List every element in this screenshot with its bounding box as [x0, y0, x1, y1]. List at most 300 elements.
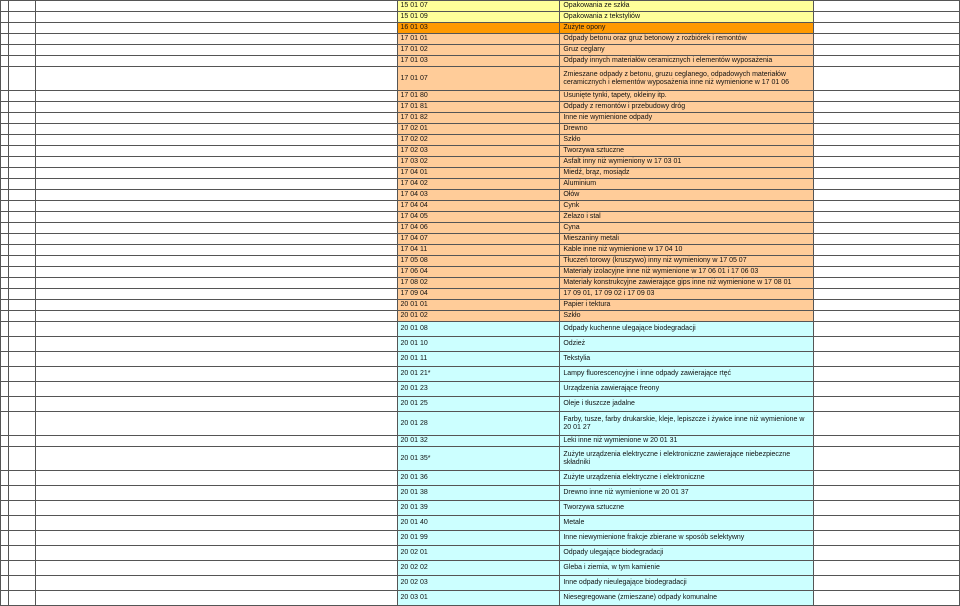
waste-description-cell[interactable]: Urządzenia zawierające freony: [560, 382, 814, 397]
empty-cell-c[interactable]: [35, 397, 397, 412]
empty-cell-b[interactable]: [8, 23, 35, 34]
waste-description-cell[interactable]: Odpady kuchenne ulegające biodegradacji: [560, 322, 814, 337]
empty-cell-d[interactable]: [814, 245, 960, 256]
empty-cell-d[interactable]: [814, 157, 960, 168]
empty-cell-a[interactable]: [1, 1, 9, 12]
empty-cell-b[interactable]: [8, 486, 35, 501]
empty-cell-c[interactable]: [35, 91, 397, 102]
empty-cell-b[interactable]: [8, 322, 35, 337]
waste-code-cell[interactable]: 20 01 28: [397, 412, 560, 436]
empty-cell-a[interactable]: [1, 168, 9, 179]
waste-description-cell[interactable]: Mieszaniny metali: [560, 234, 814, 245]
empty-cell-d[interactable]: [814, 486, 960, 501]
waste-code-cell[interactable]: 17 01 82: [397, 113, 560, 124]
empty-cell-d[interactable]: [814, 382, 960, 397]
waste-code-cell[interactable]: 17 05 08: [397, 256, 560, 267]
waste-code-cell[interactable]: 20 01 36: [397, 471, 560, 486]
empty-cell-a[interactable]: [1, 516, 9, 531]
empty-cell-b[interactable]: [8, 12, 35, 23]
empty-cell-c[interactable]: [35, 12, 397, 23]
waste-description-cell[interactable]: Odpady innych materiałów ceramicznych i elementów wyposażenia: [560, 56, 814, 67]
table-row: [1, 278, 960, 289]
waste-description-cell[interactable]: Zużyte urządzenia elektryczne i elektroniczne: [560, 471, 814, 486]
empty-cell-a[interactable]: [1, 267, 9, 278]
empty-cell-b[interactable]: [8, 245, 35, 256]
waste-description-cell[interactable]: Tworzywa sztuczne: [560, 501, 814, 516]
empty-cell-c[interactable]: [35, 311, 397, 322]
empty-cell-a[interactable]: [1, 436, 9, 447]
waste-code-cell[interactable]: 20 01 01: [397, 300, 560, 311]
empty-cell-d[interactable]: [814, 447, 960, 471]
empty-cell-c[interactable]: [35, 576, 397, 591]
waste-description-cell[interactable]: Drewno inne niż wymienione w 20 01 37: [560, 486, 814, 501]
empty-cell-a[interactable]: [1, 102, 9, 113]
waste-code-cell[interactable]: 20 02 02: [397, 561, 560, 576]
waste-code-cell[interactable]: 17 06 04: [397, 267, 560, 278]
empty-cell-a[interactable]: [1, 352, 9, 367]
empty-cell-a[interactable]: [1, 367, 9, 382]
empty-cell-c[interactable]: [35, 501, 397, 516]
waste-code-cell[interactable]: 20 01 35*: [397, 447, 560, 471]
empty-cell-d[interactable]: [814, 267, 960, 278]
empty-cell-b[interactable]: [8, 56, 35, 67]
waste-description-cell[interactable]: 17 09 01, 17 09 02 i 17 09 03: [560, 289, 814, 300]
empty-cell-a[interactable]: [1, 234, 9, 245]
empty-cell-c[interactable]: [35, 190, 397, 201]
waste-code-cell[interactable]: 17 02 03: [397, 146, 560, 157]
empty-cell-d[interactable]: [814, 12, 960, 23]
empty-cell-c[interactable]: [35, 56, 397, 67]
empty-cell-c[interactable]: [35, 1, 397, 12]
table-row: [1, 397, 960, 412]
waste-code-cell[interactable]: 20 01 23: [397, 382, 560, 397]
empty-cell-a[interactable]: [1, 223, 9, 234]
empty-cell-d[interactable]: [814, 179, 960, 190]
empty-cell-d[interactable]: [814, 102, 960, 113]
empty-cell-d[interactable]: [814, 67, 960, 91]
empty-cell-b[interactable]: [8, 546, 35, 561]
empty-cell-a[interactable]: [1, 113, 9, 124]
empty-cell-a[interactable]: [1, 447, 9, 471]
waste-code-cell[interactable]: 17 04 01: [397, 168, 560, 179]
empty-cell-b[interactable]: [8, 256, 35, 267]
empty-cell-a[interactable]: [1, 300, 9, 311]
waste-description-cell[interactable]: Metale: [560, 516, 814, 531]
empty-cell-b[interactable]: [8, 102, 35, 113]
waste-description-cell[interactable]: Tłuczeń torowy (kruszywo) inny niż wymieniony w 17 05 07: [560, 256, 814, 267]
table-row: [1, 212, 960, 223]
waste-code-cell[interactable]: 15 01 09: [397, 12, 560, 23]
empty-cell-a[interactable]: [1, 135, 9, 146]
empty-cell-c[interactable]: [35, 447, 397, 471]
empty-cell-b[interactable]: [8, 212, 35, 223]
waste-description-cell[interactable]: Inne nie wymienione odpady: [560, 113, 814, 124]
empty-cell-b[interactable]: [8, 201, 35, 212]
waste-code-cell[interactable]: 17 02 01: [397, 124, 560, 135]
empty-cell-c[interactable]: [35, 23, 397, 34]
empty-cell-a[interactable]: [1, 67, 9, 91]
table-body: [1, 1, 960, 606]
empty-cell-d[interactable]: [814, 546, 960, 561]
empty-cell-a[interactable]: [1, 322, 9, 337]
waste-description-cell[interactable]: Zużyte urządzenia elektryczne i elektroniczne zawierające niebezpieczne składniki: [560, 447, 814, 471]
empty-cell-d[interactable]: [814, 146, 960, 157]
waste-code-cell[interactable]: 20 01 99: [397, 531, 560, 546]
empty-cell-a[interactable]: [1, 190, 9, 201]
empty-cell-c[interactable]: [35, 278, 397, 289]
empty-cell-d[interactable]: [814, 212, 960, 223]
empty-cell-d[interactable]: [814, 516, 960, 531]
waste-code-cell[interactable]: 17 04 04: [397, 201, 560, 212]
empty-cell-b[interactable]: [8, 289, 35, 300]
waste-description-cell[interactable]: Żelazo i stal: [560, 212, 814, 223]
empty-cell-b[interactable]: [8, 190, 35, 201]
empty-cell-c[interactable]: [35, 45, 397, 56]
empty-cell-b[interactable]: [8, 135, 35, 146]
table-row: [1, 45, 960, 56]
empty-cell-b[interactable]: [8, 382, 35, 397]
empty-cell-d[interactable]: [814, 531, 960, 546]
waste-code-cell[interactable]: 20 01 32: [397, 436, 560, 447]
waste-description-cell[interactable]: Zmieszane odpady z betonu, gruzu ceglanego, odpadowych materiałów ceramicznych i elementów wyposażenia inne niż wymienione w 17 01 06: [560, 67, 814, 91]
empty-cell-c[interactable]: [35, 168, 397, 179]
waste-code-cell[interactable]: 17 04 02: [397, 179, 560, 190]
empty-cell-d[interactable]: [814, 124, 960, 135]
empty-cell-d[interactable]: [814, 397, 960, 412]
waste-description-cell[interactable]: Inne niewymienione frakcje zbierane w sposób selektywny: [560, 531, 814, 546]
empty-cell-d[interactable]: [814, 367, 960, 382]
empty-cell-d[interactable]: [814, 256, 960, 267]
empty-cell-c[interactable]: [35, 234, 397, 245]
empty-cell-c[interactable]: [35, 113, 397, 124]
empty-cell-b[interactable]: [8, 311, 35, 322]
empty-cell-d[interactable]: [814, 223, 960, 234]
empty-cell-d[interactable]: [814, 591, 960, 606]
table-row: [1, 124, 960, 135]
empty-cell-b[interactable]: [8, 501, 35, 516]
empty-cell-a[interactable]: [1, 56, 9, 67]
empty-cell-a[interactable]: [1, 576, 9, 591]
waste-code-cell[interactable]: 16 01 03: [397, 23, 560, 34]
empty-cell-c[interactable]: [35, 352, 397, 367]
empty-cell-d[interactable]: [814, 576, 960, 591]
waste-description-cell[interactable]: Odpady z remontów i przebudowy dróg: [560, 102, 814, 113]
empty-cell-a[interactable]: [1, 201, 9, 212]
empty-cell-a[interactable]: [1, 337, 9, 352]
empty-cell-d[interactable]: [814, 234, 960, 245]
waste-code-cell[interactable]: 17 08 02: [397, 278, 560, 289]
waste-code-cell[interactable]: 17 01 02: [397, 45, 560, 56]
empty-cell-c[interactable]: [35, 531, 397, 546]
empty-cell-b[interactable]: [8, 278, 35, 289]
table-row: [1, 234, 960, 245]
empty-cell-d[interactable]: [814, 501, 960, 516]
empty-cell-c[interactable]: [35, 486, 397, 501]
waste-description-cell[interactable]: Drewno: [560, 124, 814, 135]
empty-cell-a[interactable]: [1, 397, 9, 412]
waste-description-cell[interactable]: Odpady betonu oraz gruz betonowy z rozbiórek i remontów: [560, 34, 814, 45]
empty-cell-a[interactable]: [1, 561, 9, 576]
table-row: [1, 91, 960, 102]
empty-cell-d[interactable]: [814, 322, 960, 337]
empty-cell-c[interactable]: [35, 382, 397, 397]
empty-cell-c[interactable]: [35, 256, 397, 267]
waste-description-cell[interactable]: Farby, tusze, farby drukarskie, kleje, lepiszcze i żywice inne niż wymienione w 20 01 27: [560, 412, 814, 436]
empty-cell-b[interactable]: [8, 124, 35, 135]
empty-cell-c[interactable]: [35, 146, 397, 157]
waste-description-cell[interactable]: Inne odpady nieulegające biodegradacji: [560, 576, 814, 591]
table-row: [1, 190, 960, 201]
empty-cell-a[interactable]: [1, 124, 9, 135]
empty-cell-b[interactable]: [8, 471, 35, 486]
empty-cell-a[interactable]: [1, 34, 9, 45]
empty-cell-a[interactable]: [1, 212, 9, 223]
empty-cell-d[interactable]: [814, 113, 960, 124]
empty-cell-a[interactable]: [1, 289, 9, 300]
empty-cell-a[interactable]: [1, 146, 9, 157]
empty-cell-b[interactable]: [8, 300, 35, 311]
empty-cell-d[interactable]: [814, 45, 960, 56]
empty-cell-c[interactable]: [35, 124, 397, 135]
waste-description-cell[interactable]: Leki inne niż wymienione w 20 01 31: [560, 436, 814, 447]
table-row: [1, 352, 960, 367]
empty-cell-d[interactable]: [814, 300, 960, 311]
waste-code-cell[interactable]: 20 01 39: [397, 501, 560, 516]
empty-cell-b[interactable]: [8, 337, 35, 352]
empty-cell-c[interactable]: [35, 412, 397, 436]
table-row: [1, 471, 960, 486]
empty-cell-c[interactable]: [35, 267, 397, 278]
waste-description-cell[interactable]: Aluminium: [560, 179, 814, 190]
empty-cell-d[interactable]: [814, 201, 960, 212]
empty-cell-b[interactable]: [8, 234, 35, 245]
empty-cell-d[interactable]: [814, 352, 960, 367]
empty-cell-b[interactable]: [8, 397, 35, 412]
waste-code-cell[interactable]: 20 01 38: [397, 486, 560, 501]
waste-description-cell[interactable]: Cynk: [560, 201, 814, 212]
empty-cell-b[interactable]: [8, 67, 35, 91]
empty-cell-a[interactable]: [1, 412, 9, 436]
empty-cell-b[interactable]: [8, 179, 35, 190]
waste-description-cell[interactable]: Papier i tektura: [560, 300, 814, 311]
empty-cell-b[interactable]: [8, 223, 35, 234]
table-row: [1, 56, 960, 67]
empty-cell-b[interactable]: [8, 157, 35, 168]
empty-cell-d[interactable]: [814, 34, 960, 45]
waste-description-cell[interactable]: Miedź, brąz, mosiądz: [560, 168, 814, 179]
table-row: [1, 67, 960, 91]
empty-cell-c[interactable]: [35, 201, 397, 212]
empty-cell-d[interactable]: [814, 23, 960, 34]
empty-cell-a[interactable]: [1, 501, 9, 516]
empty-cell-a[interactable]: [1, 256, 9, 267]
empty-cell-a[interactable]: [1, 157, 9, 168]
waste-code-cell[interactable]: 17 01 81: [397, 102, 560, 113]
empty-cell-c[interactable]: [35, 471, 397, 486]
table-row: [1, 367, 960, 382]
empty-cell-a[interactable]: [1, 382, 9, 397]
table-row: [1, 501, 960, 516]
empty-cell-d[interactable]: [814, 168, 960, 179]
table-row: [1, 546, 960, 561]
waste-description-cell[interactable]: Odzież: [560, 337, 814, 352]
empty-cell-d[interactable]: [814, 289, 960, 300]
waste-code-cell[interactable]: 20 01 11: [397, 352, 560, 367]
empty-cell-a[interactable]: [1, 245, 9, 256]
empty-cell-b[interactable]: [8, 113, 35, 124]
waste-code-cell[interactable]: 20 01 21*: [397, 367, 560, 382]
empty-cell-a[interactable]: [1, 531, 9, 546]
waste-description-cell[interactable]: Tworzywa sztuczne: [560, 146, 814, 157]
empty-cell-b[interactable]: [8, 516, 35, 531]
empty-cell-c[interactable]: [35, 337, 397, 352]
empty-cell-b[interactable]: [8, 561, 35, 576]
empty-cell-a[interactable]: [1, 12, 9, 23]
waste-code-cell[interactable]: 20 02 01: [397, 546, 560, 561]
waste-description-cell[interactable]: Lampy fluorescencyjne i inne odpady zawierające rtęć: [560, 367, 814, 382]
waste-description-cell[interactable]: Cyna: [560, 223, 814, 234]
waste-code-cell[interactable]: 17 04 05: [397, 212, 560, 223]
waste-code-cell[interactable]: 20 02 03: [397, 576, 560, 591]
waste-code-cell[interactable]: 17 04 07: [397, 234, 560, 245]
waste-description-cell[interactable]: Usunięte tynki, tapety, okleiny itp.: [560, 91, 814, 102]
empty-cell-b[interactable]: [8, 412, 35, 436]
empty-cell-a[interactable]: [1, 471, 9, 486]
empty-cell-b[interactable]: [8, 267, 35, 278]
table-row: [1, 245, 960, 256]
waste-code-cell[interactable]: 20 03 01: [397, 591, 560, 606]
waste-description-cell[interactable]: Szkło: [560, 311, 814, 322]
empty-cell-d[interactable]: [814, 412, 960, 436]
waste-description-cell[interactable]: Materiały izolacyjne inne niż wymienione w 17 06 01 i 17 06 03: [560, 267, 814, 278]
table-row: [1, 447, 960, 471]
waste-code-cell[interactable]: 17 04 11: [397, 245, 560, 256]
empty-cell-b[interactable]: [8, 447, 35, 471]
empty-cell-c[interactable]: [35, 223, 397, 234]
waste-code-cell[interactable]: 17 03 02: [397, 157, 560, 168]
empty-cell-a[interactable]: [1, 278, 9, 289]
table-row: [1, 135, 960, 146]
table-row: [1, 382, 960, 397]
waste-description-cell[interactable]: Opakowania ze szkła: [560, 1, 814, 12]
empty-cell-c[interactable]: [35, 561, 397, 576]
empty-cell-d[interactable]: [814, 337, 960, 352]
waste-description-cell[interactable]: Gleba i ziemia, w tym kamienie: [560, 561, 814, 576]
empty-cell-a[interactable]: [1, 23, 9, 34]
empty-cell-b[interactable]: [8, 168, 35, 179]
waste-description-cell[interactable]: Szkło: [560, 135, 814, 146]
table-row: [1, 337, 960, 352]
empty-cell-b[interactable]: [8, 591, 35, 606]
waste-code-cell[interactable]: 17 04 03: [397, 190, 560, 201]
empty-cell-a[interactable]: [1, 486, 9, 501]
waste-description-cell[interactable]: Gruz ceglany: [560, 45, 814, 56]
empty-cell-c[interactable]: [35, 179, 397, 190]
waste-description-cell[interactable]: Ołów: [560, 190, 814, 201]
waste-description-cell[interactable]: Tekstylia: [560, 352, 814, 367]
waste-code-cell[interactable]: 20 01 40: [397, 516, 560, 531]
waste-code-cell[interactable]: 15 01 07: [397, 1, 560, 12]
waste-description-cell[interactable]: Niesegregowane (zmieszane) odpady komunalne: [560, 591, 814, 606]
empty-cell-d[interactable]: [814, 190, 960, 201]
empty-cell-b[interactable]: [8, 146, 35, 157]
empty-cell-c[interactable]: [35, 135, 397, 146]
empty-cell-b[interactable]: [8, 34, 35, 45]
empty-cell-c[interactable]: [35, 322, 397, 337]
waste-description-cell[interactable]: Odpady ulegające biodegradacji: [560, 546, 814, 561]
empty-cell-d[interactable]: [814, 561, 960, 576]
empty-cell-c[interactable]: [35, 367, 397, 382]
waste-description-cell[interactable]: Kable inne niż wymienione w 17 04 10: [560, 245, 814, 256]
waste-code-cell[interactable]: 20 01 10: [397, 337, 560, 352]
empty-cell-c[interactable]: [35, 157, 397, 168]
empty-cell-a[interactable]: [1, 179, 9, 190]
empty-cell-a[interactable]: [1, 546, 9, 561]
empty-cell-b[interactable]: [8, 367, 35, 382]
empty-cell-c[interactable]: [35, 102, 397, 113]
empty-cell-d[interactable]: [814, 56, 960, 67]
empty-cell-b[interactable]: [8, 436, 35, 447]
empty-cell-d[interactable]: [814, 91, 960, 102]
table-row: [1, 157, 960, 168]
waste-code-cell[interactable]: 17 09 04: [397, 289, 560, 300]
waste-code-cell[interactable]: 17 01 07: [397, 67, 560, 91]
waste-code-cell[interactable]: 17 04 06: [397, 223, 560, 234]
waste-code-cell[interactable]: 20 01 25: [397, 397, 560, 412]
empty-cell-c[interactable]: [35, 300, 397, 311]
waste-description-cell[interactable]: Materiały konstrukcyjne zawierające gips inne niż wymienione w 17 08 01: [560, 278, 814, 289]
empty-cell-d[interactable]: [814, 135, 960, 146]
empty-cell-a[interactable]: [1, 45, 9, 56]
waste-code-cell[interactable]: 17 01 01: [397, 34, 560, 45]
waste-code-cell[interactable]: 17 01 03: [397, 56, 560, 67]
empty-cell-c[interactable]: [35, 546, 397, 561]
empty-cell-b[interactable]: [8, 531, 35, 546]
empty-cell-b[interactable]: [8, 352, 35, 367]
waste-code-cell[interactable]: 17 02 02: [397, 135, 560, 146]
empty-cell-c[interactable]: [35, 34, 397, 45]
empty-cell-b[interactable]: [8, 576, 35, 591]
waste-code-cell[interactable]: 20 01 08: [397, 322, 560, 337]
empty-cell-a[interactable]: [1, 91, 9, 102]
empty-cell-d[interactable]: [814, 436, 960, 447]
empty-cell-b[interactable]: [8, 1, 35, 12]
empty-cell-d[interactable]: [814, 471, 960, 486]
empty-cell-a[interactable]: [1, 591, 9, 606]
waste-description-cell[interactable]: Oleje i tłuszcze jadalne: [560, 397, 814, 412]
waste-code-cell[interactable]: 17 01 80: [397, 91, 560, 102]
empty-cell-c[interactable]: [35, 212, 397, 223]
waste-description-cell[interactable]: Zużyte opony: [560, 23, 814, 34]
empty-cell-d[interactable]: [814, 311, 960, 322]
empty-cell-d[interactable]: [814, 278, 960, 289]
empty-cell-c[interactable]: [35, 516, 397, 531]
empty-cell-c[interactable]: [35, 67, 397, 91]
waste-description-cell[interactable]: Opakowania z tekstyliów: [560, 12, 814, 23]
waste-code-cell[interactable]: 20 01 02: [397, 311, 560, 322]
waste-description-cell[interactable]: Asfalt inny niż wymieniony w 17 03 01: [560, 157, 814, 168]
table-row: [1, 531, 960, 546]
empty-cell-b[interactable]: [8, 45, 35, 56]
empty-cell-a[interactable]: [1, 311, 9, 322]
empty-cell-d[interactable]: [814, 1, 960, 12]
empty-cell-c[interactable]: [35, 289, 397, 300]
empty-cell-c[interactable]: [35, 245, 397, 256]
table-row: [1, 412, 960, 436]
empty-cell-c[interactable]: [35, 436, 397, 447]
empty-cell-b[interactable]: [8, 91, 35, 102]
empty-cell-c[interactable]: [35, 591, 397, 606]
